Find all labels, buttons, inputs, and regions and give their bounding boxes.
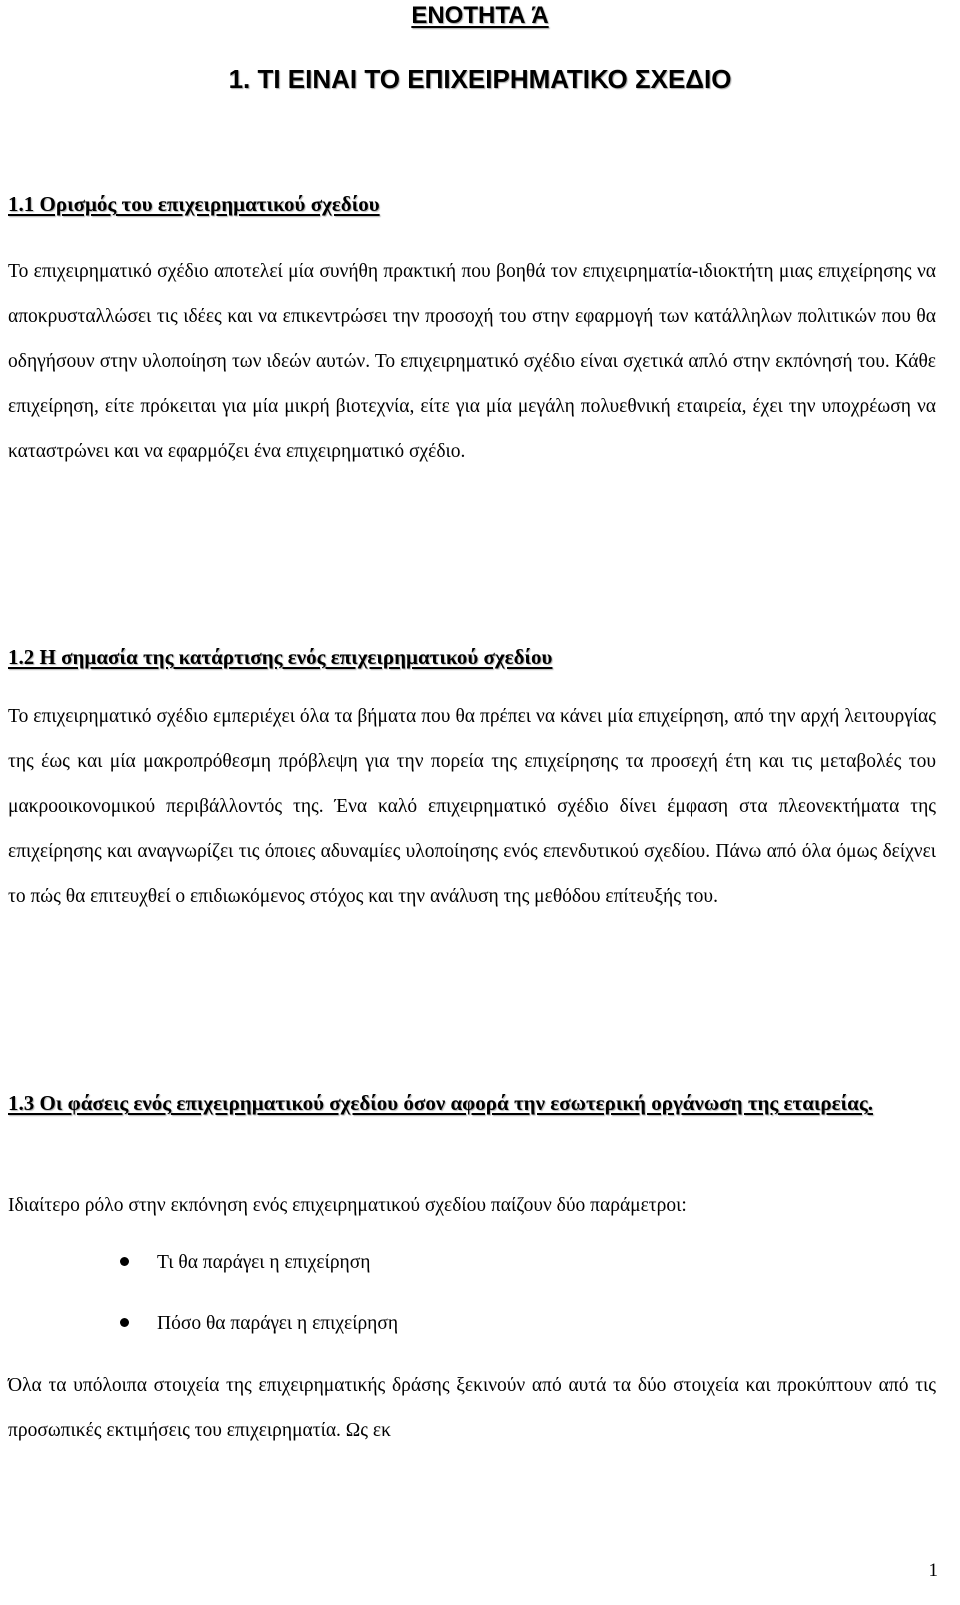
- section-heading-1-1: 1.1 Ορισμός του επιχειρηματικού σχεδίου: [8, 192, 380, 216]
- page-number: 1: [928, 1560, 938, 1581]
- bullet-text: Πόσο θα παράγει η επιχείρηση: [157, 1313, 399, 1334]
- section-paragraph-1-2: Το επιχειρηματικό σχέδιο εμπεριέχει όλα τα βήματα που θα πρέπει να κάνει μία επιχείρηση, από την αρχή λειτουργίας της έως και μία μακροπρόθεσμη πρόβλεψη για την πορεία της επιχείρησης τα προσεχή έτη και τις μεταβολές του μακροοικονομικού περιβάλλοντός της. Ένα καλό επιχειρηματικό σχέδιο δίνει έμφαση στα πλεονεκτήματα της επιχείρησης και αναγνωρίζει τις όποιες αδυναμίες υλοποίησης ενός επενδυτικού σχεδίου. Πάνω από όλα όμως δείχνει το πώς θα επιτευχθεί ο επιδιωκόμενος στόχος και την ανάλυση της μεθόδου επίτευξής του.: [8, 706, 936, 907]
- section-intro-1-3: Ιδιαίτερο ρόλο στην εκπόνηση ενός επιχειρηματικού σχεδίου παίζουν δύο παράμετροι:: [8, 1195, 687, 1216]
- bullet-item: [120, 1313, 398, 1335]
- section-paragraph-1-3: Όλα τα υπόλοιπα στοιχεία της επιχειρηματικής δράσης ξεκινούν από αυτά τα δύο στοιχεία και προκύπτουν από τις προσωπικές εκτιμήσεις του επιχειρηματία. Ως εκ: [8, 1375, 936, 1441]
- chapter-title: 1. ΤΙ ΕΙΝΑΙ ΤΟ ΕΠΙΧΕΙΡΗΜΑΤΙΚΟ ΣΧΕΔΙΟ: [228, 64, 732, 94]
- section-heading-1-3: 1.3 Οι φάσεις ενός επιχειρηματικού σχεδίου όσον αφορά την εσωτερική οργάνωση της εταιρείας.: [8, 1091, 873, 1115]
- bullet-text: Τι θα παράγει η επιχείρηση: [157, 1252, 371, 1273]
- section-paragraph-1-1: Το επιχειρηματικό σχέδιο αποτελεί μία συνήθη πρακτική που βοηθά τον επιχειρηματία-ιδιοκτήτη μιας επιχείρησης να αποκρυσταλλώσει τις ιδέες και να επικεντρώσει την προσοχή του στην εφαρμογή των κατάλληλων πολιτικών που θα οδηγήσουν στην υλοποίηση των ιδεών αυτών. Το επιχειρηματικό σχέδιο είναι σχετικά απλό στην εκπόνησή του. Κάθε επιχείρηση, είτε πρόκειται για μία μικρή βιοτεχνία, είτε για μία μεγάλη πολυεθνική εταιρεία, έχει την υποχρέωση να καταστρώνει και να εφαρμόζει ένα επιχειρηματικό σχέδιο.: [8, 261, 936, 462]
- bullet-item: [120, 1252, 370, 1274]
- bullet-dot-icon: [120, 1318, 129, 1327]
- chapter-label: ΕΝΟΤΗΤΑ Ά: [411, 2, 549, 29]
- bullet-dot-icon: [120, 1257, 129, 1266]
- section-heading-1-2: 1.2 Η σημασία της κατάρτισης ενός επιχειρηματικού σχεδίου: [8, 645, 553, 669]
